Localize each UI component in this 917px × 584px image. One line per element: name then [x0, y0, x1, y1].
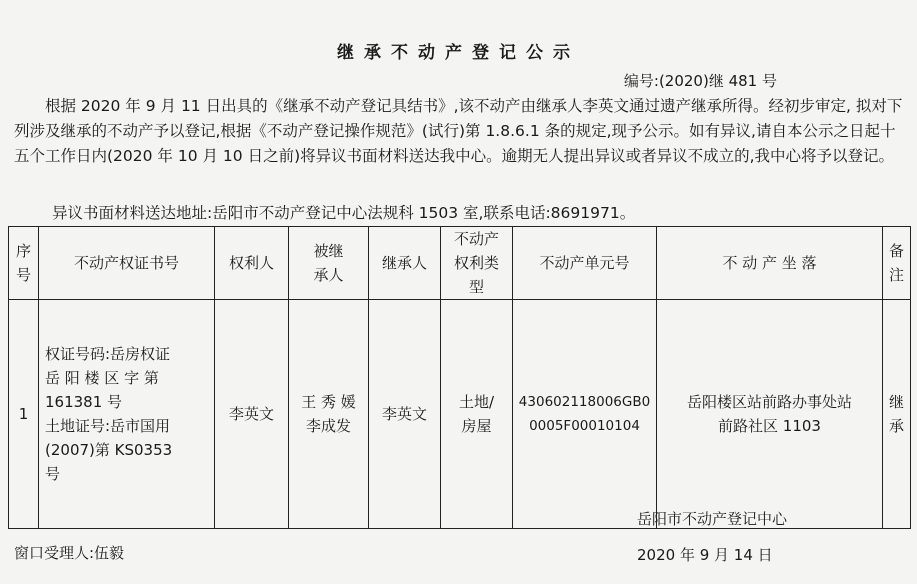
- table-row: [9, 300, 911, 529]
- header-owner: 权利人: [215, 227, 289, 300]
- cell-remark: 继 承: [883, 300, 911, 529]
- issue-date: 2020 年 9 月 14 日: [637, 546, 773, 564]
- table-header-row: [9, 227, 911, 300]
- header-right-type: 不动产 权利类 型: [441, 227, 513, 300]
- header-unit-no: 不动产单元号: [513, 227, 657, 300]
- property-table: [8, 226, 911, 529]
- cell-seq: 1: [9, 300, 39, 529]
- objection-address: 异议书面材料送达地址:岳阳市不动产登记中心法规科 1503 室,联系电话:8691971。: [52, 204, 636, 222]
- window-clerk: 窗口受理人:伍毅: [14, 544, 125, 562]
- issuing-organization: 岳阳市不动产登记中心: [637, 510, 788, 528]
- cell-cert-no: 权证号码:岳房权证 岳 阳 楼 区 字 第 161381 号 土地证号:岳市国用 (2007)第 KS0353 号: [39, 300, 215, 529]
- document-number: 编号:(2020)继 481 号: [623, 72, 777, 90]
- header-location: 不 动 产 坐 落: [657, 227, 883, 300]
- header-heir: 继承人: [369, 227, 441, 300]
- cell-heir: 李英文: [369, 300, 441, 529]
- header-seq: 序 号: [9, 227, 39, 300]
- cell-location: 岳阳楼区站前路办事处站 前路社区 1103: [657, 300, 883, 529]
- page-title: 继承不动产登记公示: [337, 43, 580, 63]
- header-decedent: 被继 承人: [289, 227, 369, 300]
- header-remark: 备 注: [883, 227, 911, 300]
- notice-body: 根据 2020 年 9 月 11 日出具的《继承不动产登记具结书》,该不动产由继承人李英文通过遗产继承所得。经初步审定, 拟对下列涉及继承的不动产予以登记,根据《不动产登记操作规范》(试行)第 1.8.6.1 条的规定,现予公示。如有异议,请自本公示之日起十五个工作日内(2020 年 10 月 10 日之前)将异议书面材料送达我中心。逾期无人提出异议或者异议不成立的,我中心将予以登记。: [14, 97, 903, 165]
- header-cert-no: 不动产权证书号: [39, 227, 215, 300]
- cell-unit-no: 430602118006GB0 0005F00010104: [513, 300, 657, 529]
- cell-right-type: 土地/ 房屋: [441, 300, 513, 529]
- cell-decedent: 王 秀 媛 李成发: [289, 300, 369, 529]
- cell-owner: 李英文: [215, 300, 289, 529]
